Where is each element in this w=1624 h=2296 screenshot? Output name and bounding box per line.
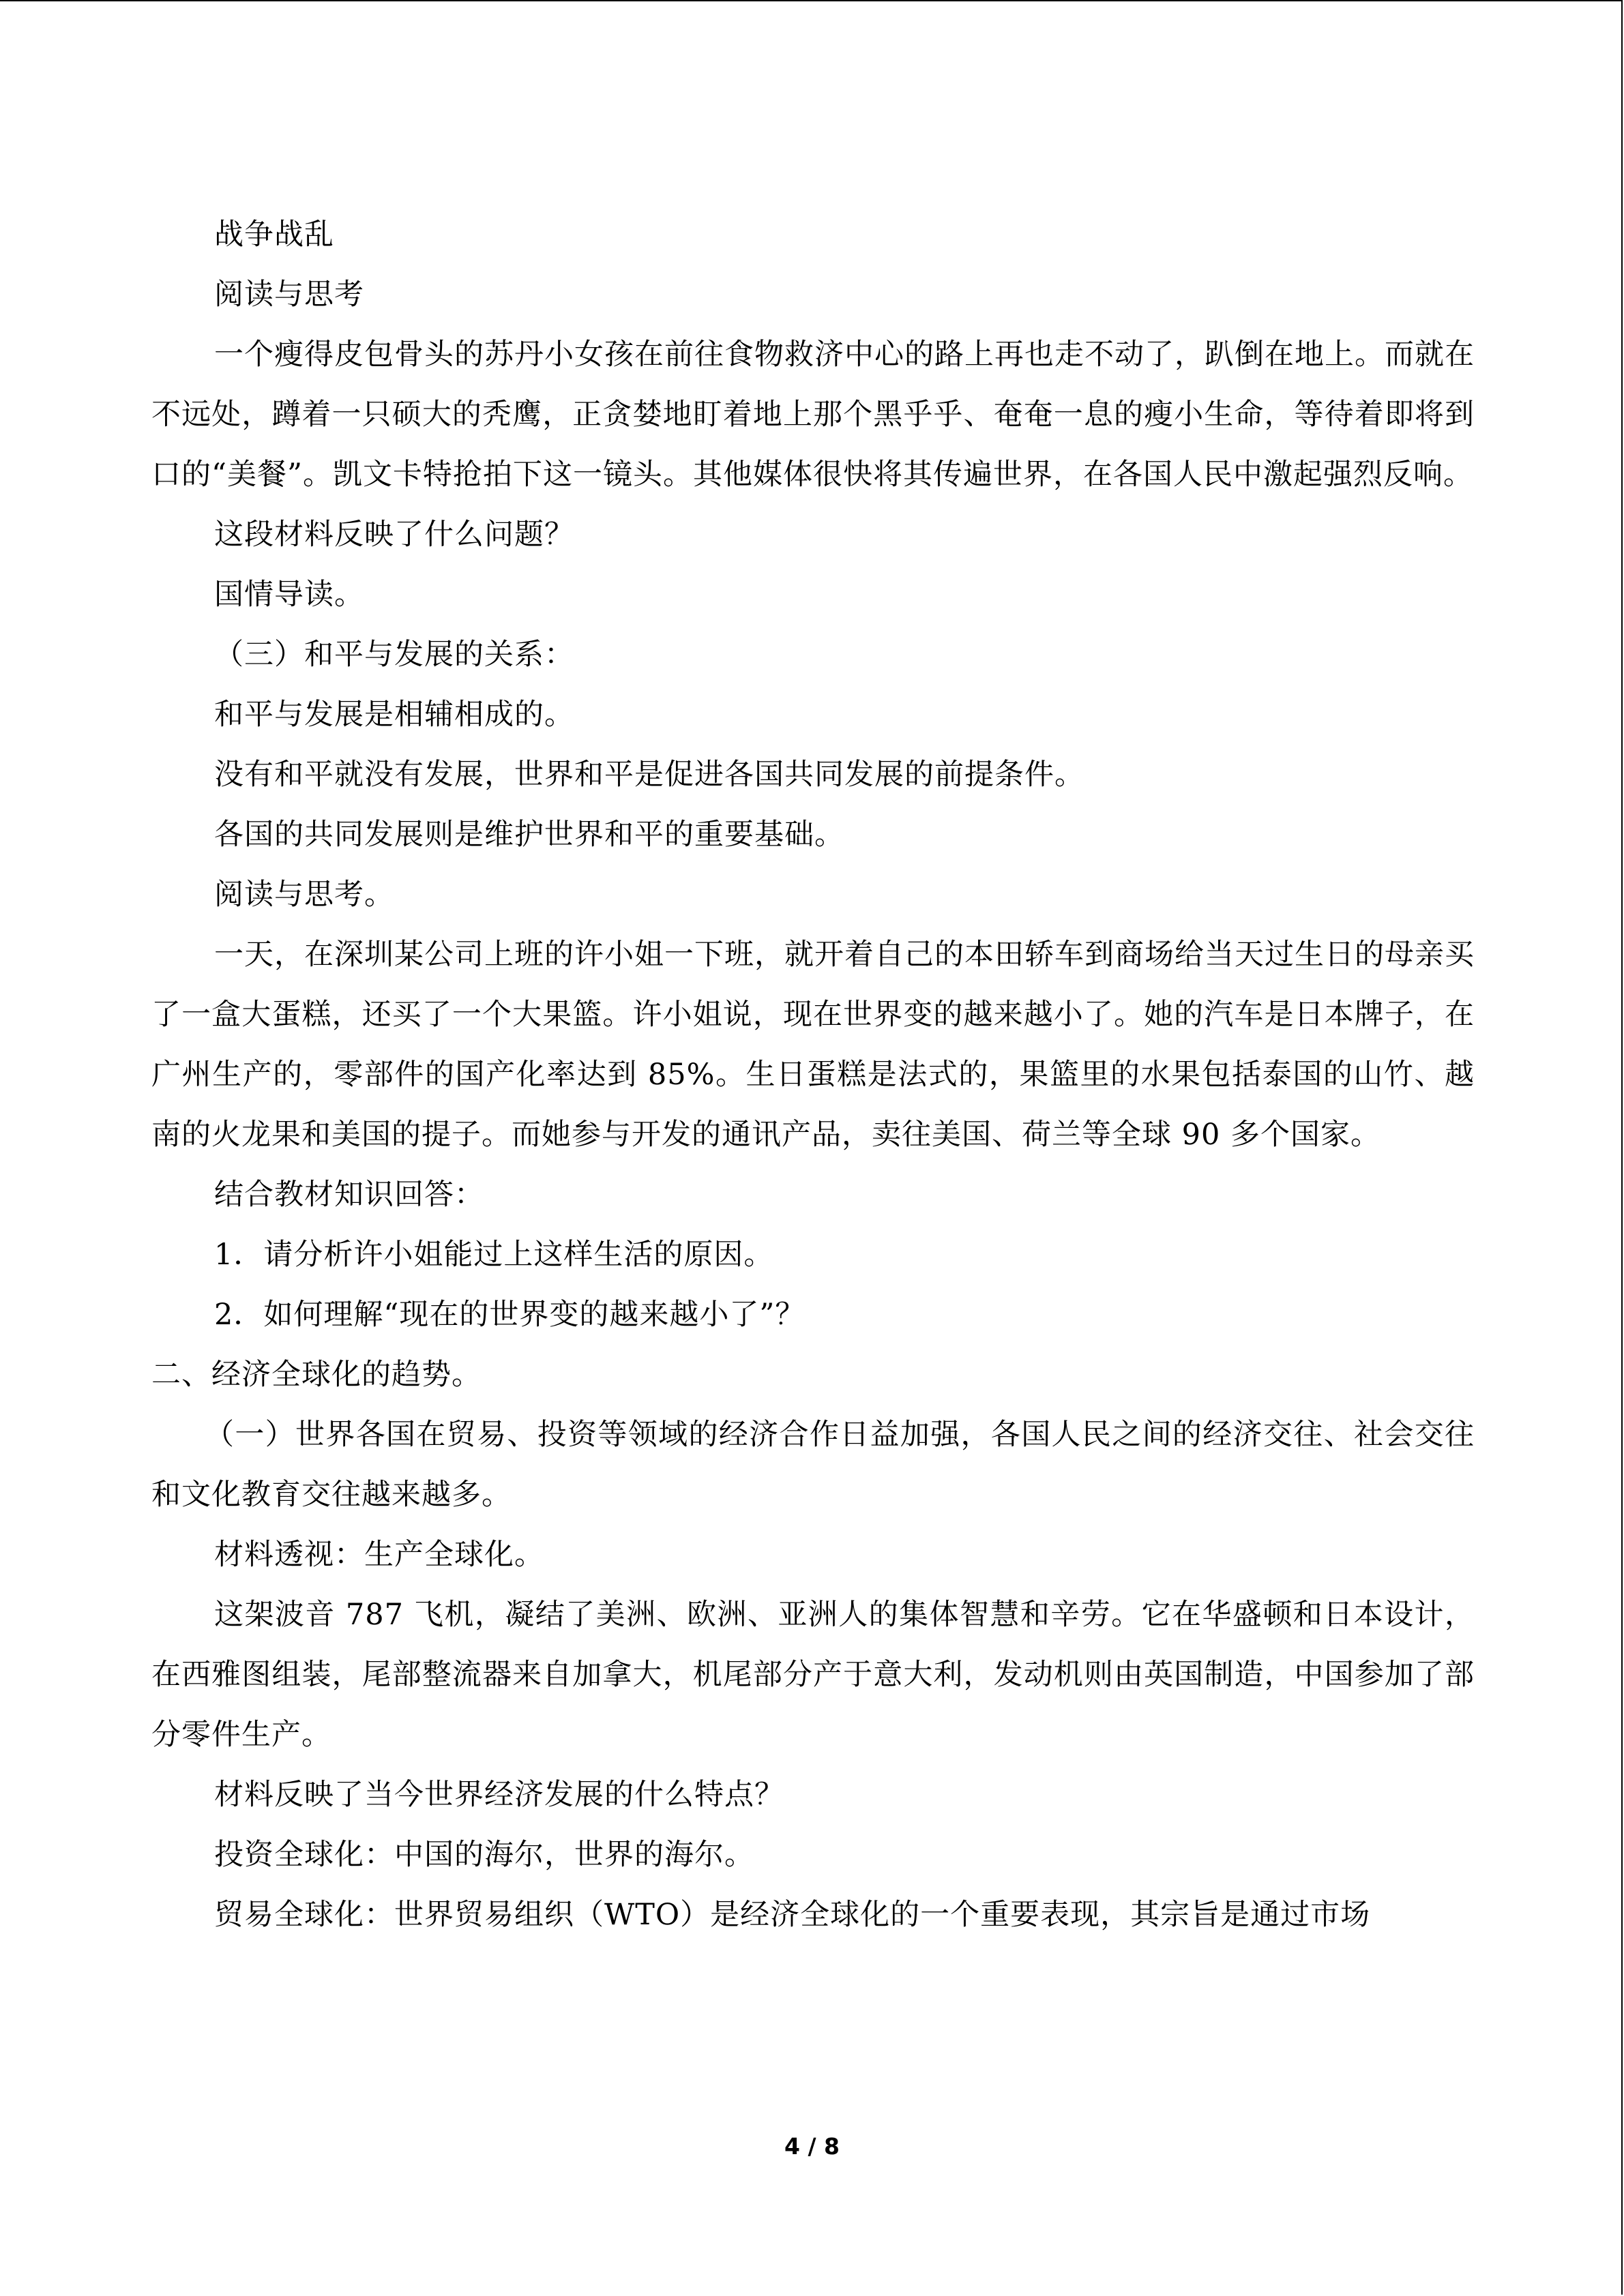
section-heading-war: 战争战乱: [214, 218, 334, 252]
question-item-2: 2．如何理解“现在的世界变的越来越小了”？: [214, 1298, 806, 1332]
peace-development-heading: （三）和平与发展的关系：: [214, 638, 574, 672]
globalization-point-1: （一）世界各国在贸易、投资等领域的经济合作日益加强，各国人民之间的经济交往、社会交往和文化教育交往越来越多。: [151, 1418, 1475, 1512]
ms-xu-paragraph: 一天，在深圳某公司上班的许小姐一下班，就开着自己的本田轿车到商场给当天过生日的母亲买了一盒大蛋糕，还买了一个大果篮。许小姐说，现在世界变的越来越小了。她的汽车是日本牌子，在广州生产的，零部件的国产化率达到 85%。生日蛋糕是法式的，果篮里的水果包括泰国的山竹、越南的火龙果和美国的提子。而她参与开发的通讯产品，卖往美国、荷兰等全球 90 多个国家。: [151, 938, 1475, 1152]
page-number: 4 / 8: [784, 2133, 840, 2160]
section-heading-globalization: 二、经济全球化的趋势。: [151, 1358, 482, 1392]
answer-prompt: 结合教材知识回答：: [214, 1178, 484, 1212]
question-item-1: 1．请分析许小姐能过上这样生活的原因。: [214, 1238, 774, 1272]
body-paragraph: 各国的共同发展则是维护世界和平的重要基础。: [214, 818, 844, 852]
sudan-girl-paragraph: 一个瘦得皮包骨头的苏丹小女孩在前往食物救济中心的路上再也走不动了，趴倒在地上。而就在不远处，蹲着一只硕大的秃鹰，正贪婪地盯着地上那个黑乎乎、奄奄一息的瘦小生命，等待着即将到口的“美餐”。凯文卡特抢拍下这一镜头。其他媒体很快将其传遍世界，在各国人民中激起强烈反响。: [151, 338, 1475, 492]
material-label-production: 材料透视：生产全球化。: [214, 1538, 544, 1572]
reading-thinking-label: 阅读与思考。: [214, 878, 394, 912]
body-paragraph: 和平与发展是相辅相成的。: [214, 698, 574, 732]
trade-globalization: 贸易全球化：世界贸易组织（WTO）是经济全球化的一个重要表现，其宗旨是通过市场: [214, 1898, 1371, 1932]
body-paragraph: 没有和平就没有发展，世界和平是促进各国共同发展的前提条件。: [214, 758, 1084, 792]
question-paragraph: 材料反映了当今世界经济发展的什么特点？: [214, 1778, 784, 1812]
boeing-paragraph: 这架波音 787 飞机，凝结了美洲、欧洲、亚洲人的集体智慧和辛劳。它在华盛顿和日本设计，在西雅图组装，尾部整流器来自加拿大，机尾部分产于意大利，发动机则由英国制造，中国参加了部分零件生产。: [151, 1598, 1475, 1752]
investment-globalization: 投资全球化：中国的海尔，世界的海尔。: [214, 1838, 754, 1872]
national-reading-label: 国情导读。: [214, 578, 364, 612]
reading-thinking-label: 阅读与思考: [214, 278, 364, 312]
document-body: [151, 205, 1475, 1945]
question-paragraph: 这段材料反映了什么问题？: [214, 518, 574, 552]
